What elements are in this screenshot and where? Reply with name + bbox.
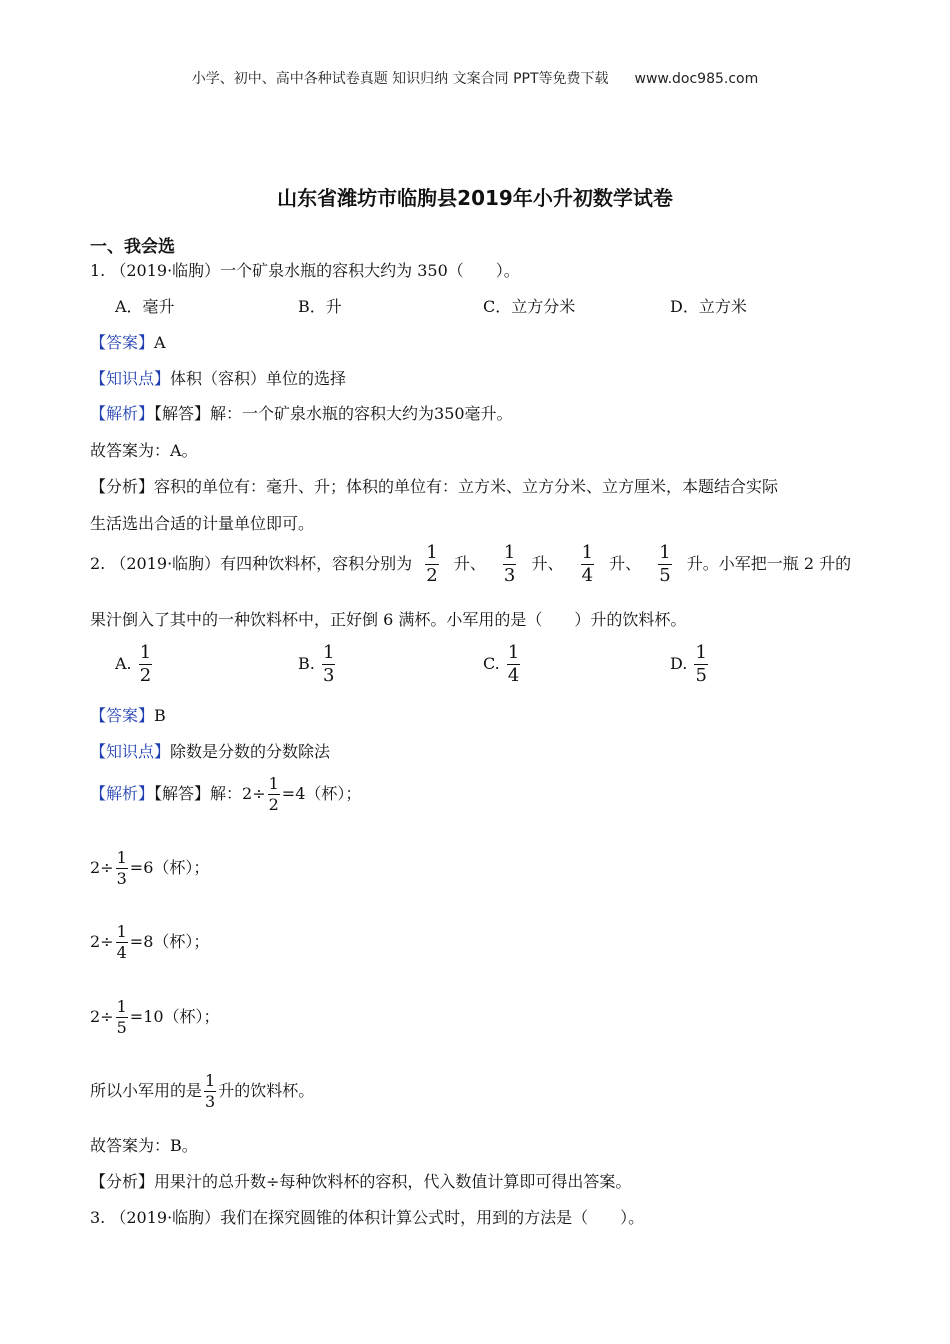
q2-conclusion [90, 1073, 314, 1110]
answer-value: A [154, 333, 166, 352]
q2-therefore: 故答案为：B。 [90, 1136, 198, 1155]
q2-stem [90, 544, 851, 585]
q2-fenxi [90, 1169, 631, 1192]
q2-calc-line [90, 850, 209, 887]
knowledge-tag: 【知识点】 [90, 369, 171, 388]
q1-fenxi [90, 474, 778, 497]
q1-option-d: D．立方米 [670, 297, 747, 316]
conclusion-text: 升的饮料杯。 [218, 1081, 315, 1100]
fraction: $\frac{1}{2}$ [139, 642, 152, 686]
conclusion-text: 所以小军用的是 [90, 1081, 203, 1100]
analysis-tag: 【解析】 [90, 404, 155, 423]
fenxi-text: 用果汁的总升数÷每种饮料杯的容积，代入数值计算即可得出答案。 [154, 1172, 632, 1191]
option-label: C. [483, 654, 500, 673]
answer-tag: 【答案】 [90, 333, 155, 352]
option-label: D. [670, 654, 688, 673]
q2-answer [90, 703, 166, 726]
page-title: 山东省潍坊市临朐县2019年小升初数学试卷 [277, 186, 673, 210]
option-label: B. [298, 654, 315, 673]
knowledge-tag: 【知识点】 [90, 742, 171, 761]
q2-option-d [670, 644, 710, 685]
unit-text: 升。小军把一瓶 2 升的 [686, 554, 852, 573]
fraction: $\frac{1}{5}$ [659, 542, 671, 586]
header-site[interactable]: www.doc985.com [634, 71, 759, 87]
calc-result: =6（杯）； [129, 858, 210, 877]
calc-lead: 2÷ [90, 858, 114, 877]
q2-analysis [90, 776, 361, 813]
fenxi-tag: 【分析】 [90, 1172, 155, 1191]
calc-lead: 2÷ [90, 932, 114, 951]
fraction: $\frac{1}{3}$ [503, 542, 516, 586]
section-heading: 一、我会选 [90, 237, 175, 257]
q1-answer [90, 330, 166, 353]
calc-result: =10（杯）； [129, 1007, 220, 1026]
fraction: $\frac{1}{2}$ [426, 542, 438, 586]
q2-calc-line [90, 999, 220, 1036]
unit-text: 升、 [531, 554, 564, 573]
fraction: $\frac{1}{4}$ [507, 642, 520, 686]
q2-option-b [298, 644, 337, 685]
q1-option-b: B．升 [298, 297, 342, 316]
header-text: 小学、初中、高中各种试卷真题 知识归纳 文案合同 PPT等免费下载 [191, 71, 609, 87]
calc-lead: 2÷ [90, 1007, 114, 1026]
q1-stem: 1. （2019·临朐）一个矿泉水瓶的容积大约为 350（ ）。 [90, 261, 520, 280]
q1-option-a: A．毫升 [115, 297, 175, 316]
fraction: $\frac{1}{2}$ [268, 774, 279, 814]
unit-text: 升、 [609, 554, 642, 573]
calc-result: =4（杯）； [281, 784, 362, 803]
knowledge-text: 除数是分数的分数除法 [170, 742, 331, 761]
analysis-text: 【解答】解：一个矿泉水瓶的容积大约为350毫升。 [154, 404, 513, 423]
q2-knowledge [90, 739, 330, 762]
q2-option-c [483, 644, 522, 685]
fraction: $\frac{1}{3}$ [116, 848, 127, 888]
q2-stem-start: 2. （2019·临朐）有四种饮料杯，容积分别为 [90, 554, 413, 573]
fraction: $\frac{1}{5}$ [116, 997, 127, 1037]
answer-tag: 【答案】 [90, 706, 155, 725]
q1-analysis [90, 401, 513, 424]
page-header [0, 68, 950, 88]
q1-knowledge [90, 366, 346, 389]
q1-option-c: C．立方分米 [483, 297, 576, 316]
q2-calc-line [90, 924, 209, 961]
analysis-tag: 【解析】 [90, 784, 155, 803]
fraction: $\frac{1}{3}$ [205, 1071, 216, 1111]
fenxi-text: 容积的单位有：毫升、升；体积的单位有：立方米、立方分米、立方厘米，本题结合实际 [154, 477, 779, 496]
q1-fenxi-cont: 生活选出合适的计量单位即可。 [90, 514, 315, 533]
unit-text: 升、 [453, 554, 486, 573]
calc-result: =8（杯）； [129, 932, 210, 951]
knowledge-text: 体积（容积）单位的选择 [170, 369, 347, 388]
analysis-text: 【解答】解：2÷ [154, 784, 266, 803]
q1-therefore: 故答案为：A。 [90, 441, 198, 460]
q2-option-a [115, 644, 154, 685]
q2-stem-cont: 果汁倒入了其中的一种饮料杯中，正好倒 6 满杯。小军用的是（ ）升的饮料杯。 [90, 610, 687, 629]
answer-value: B [154, 706, 166, 725]
fraction: $\frac{1}{3}$ [322, 642, 335, 686]
q3-stem: 3. （2019·临朐）我们在探究圆锥的体积计算公式时，用到的方法是（ ）。 [90, 1208, 645, 1227]
fraction: $\frac{1}{5}$ [695, 642, 707, 686]
fraction: $\frac{1}{4}$ [581, 542, 594, 586]
fenxi-tag: 【分析】 [90, 477, 155, 496]
option-label: A. [115, 654, 132, 673]
fraction: $\frac{1}{4}$ [116, 922, 127, 962]
